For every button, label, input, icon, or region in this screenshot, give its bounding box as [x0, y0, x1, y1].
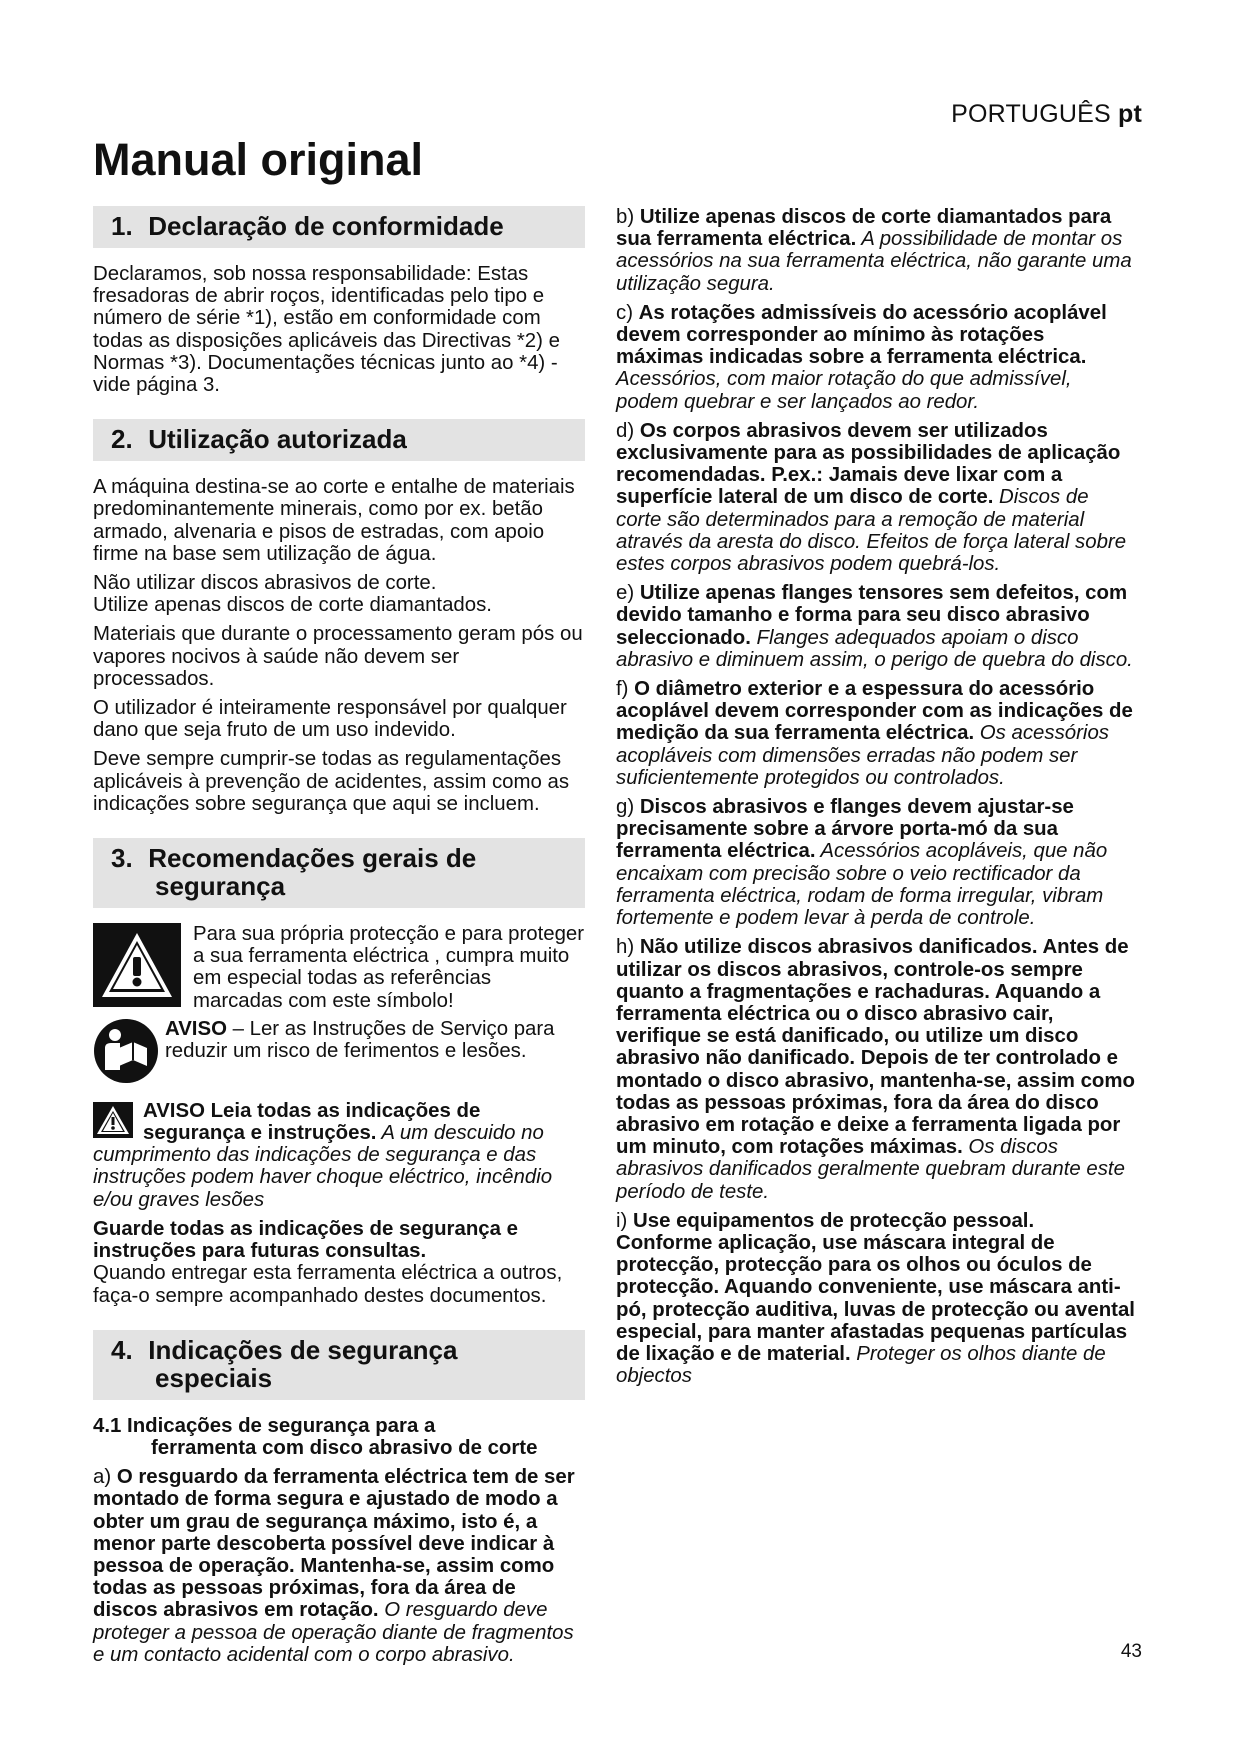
section-2-paragraph-5: Deve sempre cumprir-se todas as regulamentações aplicáveis à prevenção de acidentes, assim como as indicações sobre segurança que aqui se incluem. [93, 748, 570, 815]
safety-item-i: i) Use equipamentos de protecção pessoal. Conforme aplicação, use máscara integral de protecção, protecção para os olhos ou óculos de protecção. Aquando conveniente, use máscara anti-pó, protecção auditiva, luvas de protecção ou avental especial, para manter afastadas pequenas partículas de lixação e de material. Proteger os olhos diante de objectos [616, 1209, 1135, 1388]
section-2-paragraph-3: Materiais que durante o processamento geram pós ou vapores nocivos à saúde não devem ser processados. [93, 623, 583, 690]
safety-item-h: h) Não utilize discos abrasivos danificados. Antes de utilizar os discos abrasivos, controle-os sempre quanto a fragmentações e rachaduras. Aquando a ferramenta eléctrica ou o disco abrasivo cair, verifique se está danificado, ou utilize um disco abrasivo não danificado. Depois de ter controlado e montado o disco abrasivo, mantenha-se, assim como todas as pessoas próximas, fora da área do disco abrasivo em rotação e deixe a ferramenta ligada por um minuto, com rotações máximas. Os discos abrasivos danificados geralmente quebram durante este período de teste. [616, 936, 1135, 1203]
language-code: pt [1118, 100, 1142, 128]
safety-item-e: e) Utilize apenas flanges tensores sem defeitos, com devido tamanho e forma para seu disco abrasivo seleccionado. Flanges adequados apoiam o disco abrasivo e diminuem assim, o perigo de quebra do disco. [616, 582, 1133, 671]
language-label: PORTUGUÊS [951, 100, 1111, 128]
section-2-paragraph-2: Não utilizar discos abrasivos de corte. Utilize apenas discos de corte diamantados. [93, 572, 492, 617]
document-title: Manual original [93, 134, 424, 185]
section-2-heading: 2. Utilização autorizada [93, 419, 585, 461]
page-number: 43 [1120, 1641, 1142, 1662]
section-3-heading: 3. Recomendações gerais de segurança [93, 838, 585, 908]
safety-symbol-note [93, 923, 585, 1012]
general-warning: AVISO Leia todas as indicações de segurança e instruções. A um descuido no cumprimento das indicações de segurança e das instruções podem haver choque eléctrico, incêndio e/ou graves lesões [93, 1099, 553, 1211]
read-manual-icon [93, 1018, 159, 1084]
warning-triangle-icon [93, 923, 181, 1007]
safety-item-f: f) O diâmetro exterior e a espessura do acessório acoplável devem corresponder com as indicações de medição da sua ferramenta eléctrica. Os acessórios acopláveis com dimensões erradas não podem ser suficientemente protegidos ou controlados. [616, 678, 1133, 789]
section-2-paragraph-4: O utilizador é inteiramente responsável por qualquer dano que seja fruto de um uso indevido. [93, 697, 567, 742]
safety-item-b: b) Utilize apenas discos de corte diamantados para sua ferramenta eléctrica. A possibilidade de montar os acessórios na sua ferramenta eléctrica, não garante uma utilização segura. [616, 206, 1132, 295]
section-1-text: Declaramos, sob nossa responsabilidade: Estas fresadoras de abrir roços, identificadas pelo tipo e número de série *1), estão em conformidade com todas as disposições aplicáveis das Directivas *2) e Normas *3). Documentações técnicas junto ao *4) - vide página 3. [93, 263, 560, 397]
warning-triangle-icon [93, 1102, 133, 1138]
read-manual-text: AVISO – Ler as Instruções de Serviço para reduzir um risco de ferimentos e lesões. [165, 1017, 555, 1063]
safety-item-d: d) Os corpos abrasivos devem ser utilizados exclusivamente para as possibilidades de aplicação recomendadas. P.ex.: Jamais deve lixar com a superfície lateral de um disco de corte. Discos de corte são determinados para a remoção de material através da aresta do disco. Efeitos de força lateral sobre estes corpos abrasivos podem quebrá-los. [616, 419, 1127, 576]
right-column [616, 206, 1136, 1394]
safety-item-g: g) Discos abrasivos e flanges devem ajustar-se precisamente sobre a árvore porta-mó da sua ferramenta eléctrica. Acessórios acopláveis, que não encaixam com precisão sobre o veio rectificador da ferramenta eléctrica, rodam de forma irregular, vibram fortemente e podem levar à perda de controle. [616, 796, 1108, 930]
section-2-paragraph-1: A máquina destina-se ao corte e entalhe de materiais predominantemente minerais, como por ex. betão armado, alvenaria e pisos de estradas, com apoio firme na base sem utilização de água. [93, 476, 575, 565]
subsection-4-1-heading: 4.1 Indicações de segurança para a ferramenta com disco abrasivo de corte [93, 1414, 538, 1459]
keep-instructions: Guarde todas as indicações de segurança e instruções para futuras consultas. Quando entregar esta ferramenta eléctrica a outros, faça-o sempre acompanhado destes documentos. [93, 1217, 563, 1307]
language-header [951, 100, 1142, 129]
safety-item-a: a) O resguardo da ferramenta eléctrica tem de ser montado de forma segura e ajustado de modo a obter um grau de segurança máximo, isto é, a menor parte descoberta possível deve indicar à pessoa de operação. Mantenha-se, assim como todas as pessoas próximas, fora da área de discos abrasivos em rotação. O resguardo deve proteger a pessoa de operação diante de fragmentos e um contacto acidental com o corpo abrasivo. [93, 1466, 575, 1666]
safety-symbol-text: Para sua própria protecção e para proteger a sua ferramenta eléctrica , cumpra muito em especial todas as referências marcadas com este símbolo! [193, 923, 585, 1012]
section-1-heading: 1. Declaração de conformidade [93, 206, 585, 248]
safety-item-c: c) As rotações admissíveis do acessório acoplável devem corresponder ao mínimo às rotações máximas indicadas sobre a ferramenta eléctrica. Acessórios, com maior rotação do que admissível, podem quebrar e ser lançados ao redor. [616, 301, 1107, 413]
read-manual-note [93, 1018, 585, 1084]
section-4-heading: 4. Indicações de segurança especiais [93, 1330, 585, 1400]
left-column [93, 206, 585, 1673]
